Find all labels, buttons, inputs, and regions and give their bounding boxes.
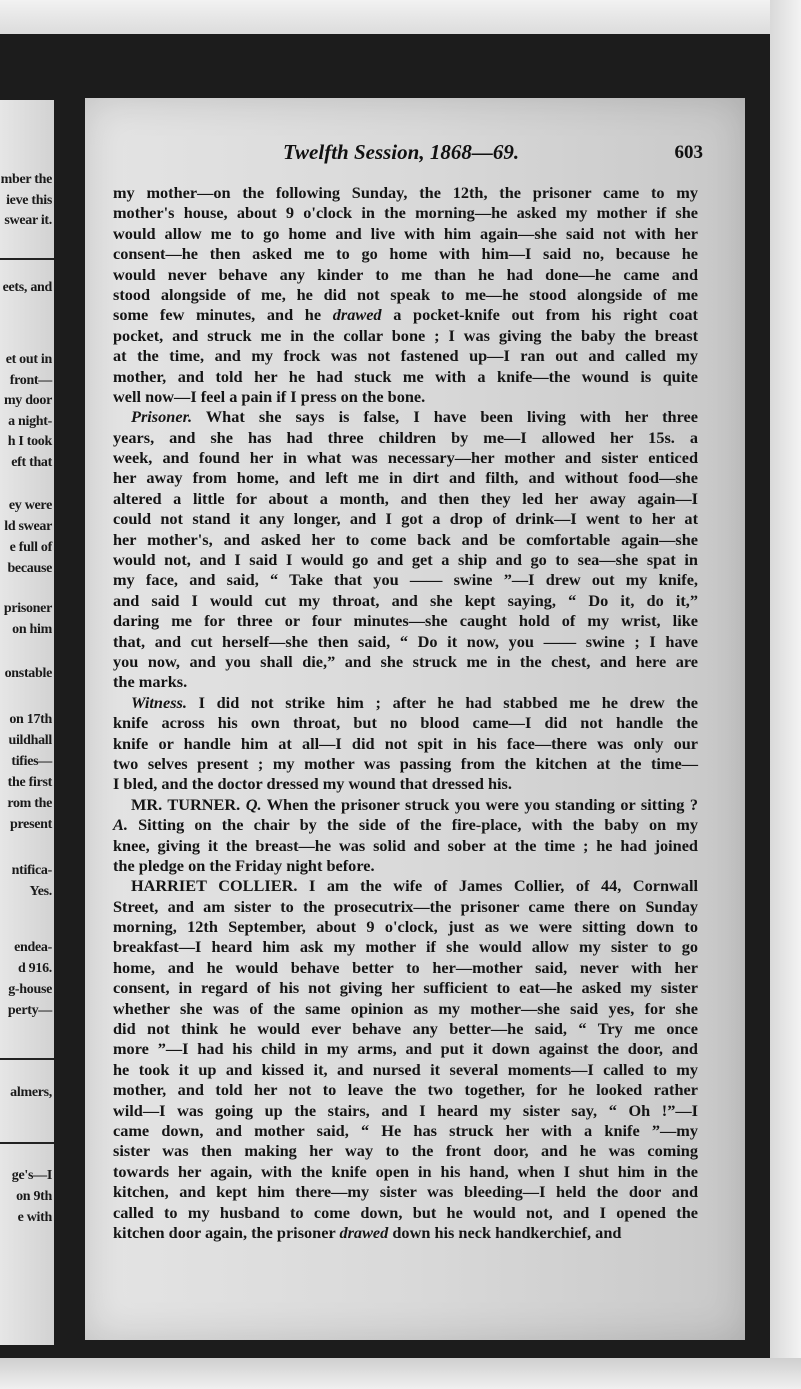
facing-page-line: e with — [17, 1210, 52, 1225]
text-line: sister was then making her way to the front door, and he was coming — [113, 1141, 698, 1161]
text-line: he took it up and kissed it, and nursed it several moments—I called to my — [113, 1059, 698, 1079]
facing-page-line: g-house — [8, 982, 52, 997]
text-line: mother, and told her he had stuck me with a knife—the wound is quite — [113, 366, 698, 386]
text-line: altered a little for about a month, and then they led her away again—I — [113, 488, 698, 508]
session-title: Twelfth Session, 1868—69. — [283, 140, 520, 164]
text-line: well now—I feel a pain if I press on the bone. — [113, 386, 426, 406]
text-line: my face, and said, “ Take that you —— swine ”—I drew out my knife, — [113, 570, 698, 590]
text-line: stood alongside of me, he did not speak to me—he stood alongside of me — [113, 284, 698, 304]
facing-page-line: ld swear — [4, 519, 52, 534]
facing-page-line: e full of — [9, 540, 52, 555]
text-line: at the time, and my frock was not fastened up—I ran out and called my — [113, 346, 698, 366]
facing-page-line: almers, — [10, 1085, 52, 1100]
text-line: home, and he would behave better to her—mother said, never with her — [113, 957, 698, 977]
text-line: mother's house, about 9 o'clock in the morning—he asked my mother if she — [113, 203, 698, 223]
main-page — [85, 98, 745, 1340]
facing-page-line: h I took — [7, 434, 52, 449]
text-line: week, and found her in what was necessary—her mother and sister enticed — [113, 448, 698, 468]
text-line: Prisoner. What she says is false, I have been living with her three — [131, 407, 698, 427]
facing-page-rule — [0, 1142, 54, 1144]
text-line: consent—he then asked me to go home with him—I said no, because he — [113, 244, 698, 264]
text-line: that, and cut herself—she then said, “ Do it now, you —— swine ; I have — [113, 631, 698, 651]
text-line: MR. TURNER. Q. When the prisoner struck you were you standing or sitting ? — [131, 794, 698, 814]
text-line: the marks. — [113, 672, 188, 692]
text-line: some few minutes, and he drawed a pocket-knife out from his right coat — [113, 305, 698, 325]
text-line: knee, giving it the breast—he was solid and sober at the time ; he had joined — [113, 835, 698, 855]
text-line: years, and she has had three children by me—I allowed her 15s. a — [113, 427, 698, 447]
facing-page-line: present — [10, 817, 52, 832]
text-line: the pledge on the Friday night before. — [113, 855, 375, 875]
facing-page-line: onstable — [4, 666, 52, 681]
body-text — [113, 183, 698, 1243]
text-line: knife or handle him at all—I did not spit in his face—there was only our — [113, 733, 698, 753]
text-line: called to my husband to come down, but he would not, and I opened the — [113, 1202, 698, 1222]
text-line: kitchen, and kept him there—my sister was bleeding—I held the door and — [113, 1182, 698, 1202]
text-line: Street, and am sister to the prosecutrix—the prisoner came there on Sunday — [113, 896, 698, 916]
facing-page-line: ieve this — [6, 193, 52, 208]
text-line: I bled, and the doctor dressed my wound that dressed his. — [113, 774, 512, 794]
facing-page-line: endea- — [14, 940, 52, 955]
facing-page-line: because — [7, 561, 52, 576]
text-line: kitchen door again, the prisoner drawed down his neck handkerchief, and — [113, 1222, 622, 1242]
facing-page-line: on 17th — [9, 712, 52, 727]
facing-page-line: et out in — [5, 352, 52, 367]
facing-page-fragment — [0, 100, 54, 1345]
running-head — [85, 140, 745, 166]
facing-page-line: mber the — [0, 172, 52, 187]
facing-page-line: Yes. — [29, 884, 52, 899]
facing-page-line: on 9th — [16, 1189, 52, 1204]
text-line: did not think he would ever behave any better—he said, “ Try me once — [113, 1019, 698, 1039]
text-line: and said I would cut my throat, and she kept saying, “ Do it, do it,” — [113, 590, 698, 610]
facing-page-line: rom the — [7, 796, 52, 811]
preceding-page-edge — [0, 0, 801, 34]
facing-page-line: on him — [12, 622, 52, 637]
text-line: pocket, and struck me in the collar bone ; I was giving the baby the breast — [113, 325, 698, 345]
facing-page-line: prisoner — [3, 601, 52, 616]
facing-page-line: ey were — [8, 498, 52, 513]
facing-page-line: my door — [3, 393, 52, 408]
text-line: my mother—on the following Sunday, the 12th, the prisoner came to my — [113, 183, 698, 202]
facing-page-line: eft that — [11, 455, 52, 470]
facing-page-rule — [0, 258, 54, 260]
text-line: would never behave any kinder to me than he had done—he came and — [113, 264, 698, 284]
text-line: wild—I was going up the stairs, and I heard my sister say, “ Oh !”—I — [113, 1100, 698, 1120]
text-line: her mother's, and asked her to come back and be comfortable again—she — [113, 529, 698, 549]
facing-page-line: ge's—I — [11, 1168, 52, 1183]
text-line: consent, in regard of his not giving her sufficient to eat—he asked my sister — [113, 978, 698, 998]
text-line: came down, and mother said, “ He has struck her with a knife ”—my — [113, 1120, 698, 1140]
page-number: 603 — [674, 142, 703, 163]
facing-page-line: tifies— — [11, 754, 52, 769]
bottom-page-edge — [0, 1358, 801, 1389]
text-line: her away from home, and left me in dirt and filth, and without food—she — [113, 468, 698, 488]
right-page-edge — [770, 0, 801, 1389]
text-line: daring me for three or four minutes—she caught hold of my wrist, like — [113, 611, 698, 631]
text-line: you now, and you shall die,” and she struck me in the chest, and here are — [113, 651, 698, 671]
text-line: would allow me to go home and live with him again—she said not with her — [113, 223, 698, 243]
text-line: two selves present ; my mother was passing from the kitchen at the time— — [113, 753, 698, 773]
facing-page-line: the first — [7, 775, 52, 790]
text-line: morning, 12th September, about 9 o'clock, just as we were sitting down to — [113, 917, 698, 937]
facing-page-line: a night- — [8, 414, 52, 429]
text-line: would not, and I said I would go and get a ship and go to sea—she spat in — [113, 550, 698, 570]
text-line: A. Sitting on the chair by the side of the fire-place, with the baby on my — [113, 815, 698, 835]
facing-page-line: perty— — [7, 1003, 52, 1018]
text-line: HARRIET COLLIER. I am the wife of James Collier, of 44, Cornwall — [131, 876, 698, 896]
facing-page-line: front— — [9, 373, 52, 388]
text-line: mother, and told her not to leave the two together, for he looked rather — [113, 1080, 698, 1100]
facing-page-line: ntifica- — [11, 863, 52, 878]
text-line: knife across his own throat, but no blood came—I did not handle the — [113, 713, 698, 733]
text-line: towards her again, with the knife open in his hand, when I shut him in the — [113, 1161, 698, 1181]
facing-page-line: swear it. — [4, 213, 52, 228]
facing-page-rule — [0, 1058, 54, 1060]
facing-page-line: uildhall — [8, 733, 52, 748]
text-line: Witness. I did not strike him ; after he had stabbed me he drew the — [131, 692, 698, 712]
facing-page-line: eets, and — [2, 280, 52, 295]
text-line: breakfast—I heard him ask my mother if she would allow my sister to go — [113, 937, 698, 957]
text-line: more ”—I had his child in my arms, and put it down against the door, and — [113, 1039, 698, 1059]
text-line: whether she was of the same opinion as my mother—she said yes, for she — [113, 998, 698, 1018]
facing-page-line: d 916. — [18, 961, 52, 976]
text-line: could not stand it any longer, and I got a drop of drink—I went to her at — [113, 509, 698, 529]
